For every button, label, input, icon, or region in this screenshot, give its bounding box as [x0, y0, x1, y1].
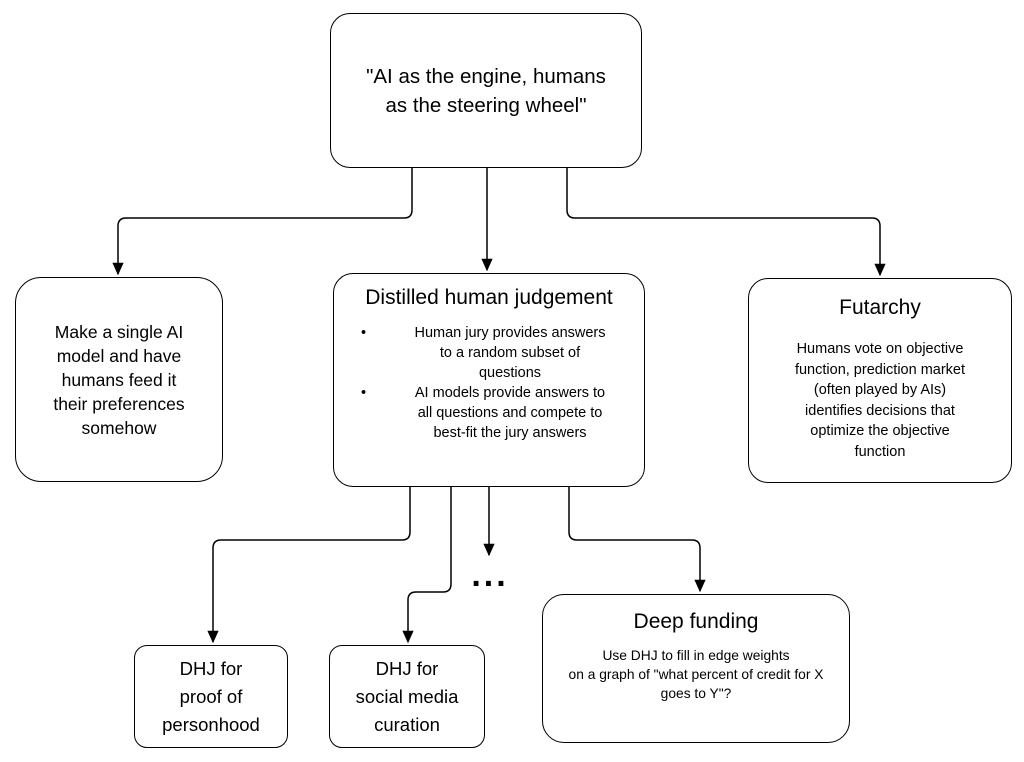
- dhj-bullet-line: Human jury provides answers: [414, 325, 606, 341]
- dhj-bullet-line: questions: [478, 365, 542, 381]
- node-dhj-proof-of-personhood-line: DHJ for: [179, 657, 243, 679]
- node-dhj-social-media-curation-line: social media: [355, 685, 459, 707]
- dhj-bullet-item: [334, 323, 644, 383]
- node-futarchy-line: function: [854, 443, 906, 460]
- dhj-bullet-text: [378, 383, 642, 443]
- edge-root-to-futarchy: [567, 168, 880, 275]
- node-deep-funding-line: Use DHJ to fill in edge weights: [602, 648, 790, 663]
- edge-dhj-to-personhood: [213, 487, 410, 642]
- node-futarchy-line: optimize the objective: [810, 423, 950, 439]
- node-dhj-proof-of-personhood-line: personhood: [162, 713, 260, 735]
- node-deep-funding: [542, 594, 850, 743]
- node-futarchy-line: identifies decisions that: [805, 402, 955, 419]
- node-distilled-human-judgement: [333, 273, 645, 487]
- dhj-bullet-list: [334, 323, 644, 443]
- node-root-line: "AI as the engine, humans: [366, 64, 606, 88]
- node-single-ai-model: [15, 277, 223, 482]
- node-single-ai-model-line: somehow: [81, 417, 157, 438]
- dhj-bullet-line: best-fit the jury answers: [433, 425, 587, 441]
- node-single-ai-model-line: humans feed it: [61, 369, 177, 390]
- edge-dhj-to-deep-funding: [569, 487, 700, 591]
- dhj-bullet-text: [378, 323, 642, 383]
- node-single-ai-model-line: model and have: [56, 345, 182, 366]
- ellipsis-more-applications: ...: [471, 556, 509, 594]
- node-root: [330, 13, 642, 168]
- dhj-bullet-line: AI models provide answers to: [414, 385, 606, 401]
- node-dhj-social-media-curation-line: DHJ for: [375, 657, 439, 679]
- node-deep-funding-line: goes to Y"?: [660, 686, 732, 701]
- bullet-icon: •: [361, 385, 367, 401]
- dhj-bullet-item: [334, 383, 644, 443]
- edge-dhj-to-social: [408, 487, 451, 642]
- node-futarchy-body: [795, 339, 965, 462]
- dhj-bullet-line: to a random subset of: [439, 345, 581, 361]
- node-futarchy: [748, 278, 1012, 483]
- node-deep-funding-line: on a graph of "what percent of credit for X: [568, 667, 824, 682]
- dhj-bullet-line: all questions and compete to: [417, 405, 603, 421]
- edge-root-to-single-model: [118, 168, 412, 274]
- node-dhj-social-media-curation: [329, 645, 485, 748]
- node-dhj-proof-of-personhood-line: proof of: [179, 685, 243, 707]
- node-futarchy-title: Futarchy: [839, 296, 921, 319]
- node-futarchy-line: (often played by AIs): [813, 382, 947, 398]
- bullet-icon: •: [361, 325, 367, 341]
- node-distilled-human-judgement-title: Distilled human judgement: [365, 286, 613, 309]
- node-deep-funding-body: [569, 646, 824, 703]
- node-dhj-proof-of-personhood: [134, 645, 288, 748]
- node-dhj-social-media-curation-line: curation: [374, 713, 440, 735]
- node-single-ai-model-line: their preferences: [53, 393, 185, 414]
- node-single-ai-model-line: Make a single AI: [54, 321, 184, 342]
- node-root-line: as the steering wheel": [385, 93, 587, 117]
- node-futarchy-line: Humans vote on objective: [796, 341, 964, 357]
- node-deep-funding-title: Deep funding: [633, 610, 759, 633]
- node-futarchy-line: function, prediction market: [794, 361, 966, 378]
